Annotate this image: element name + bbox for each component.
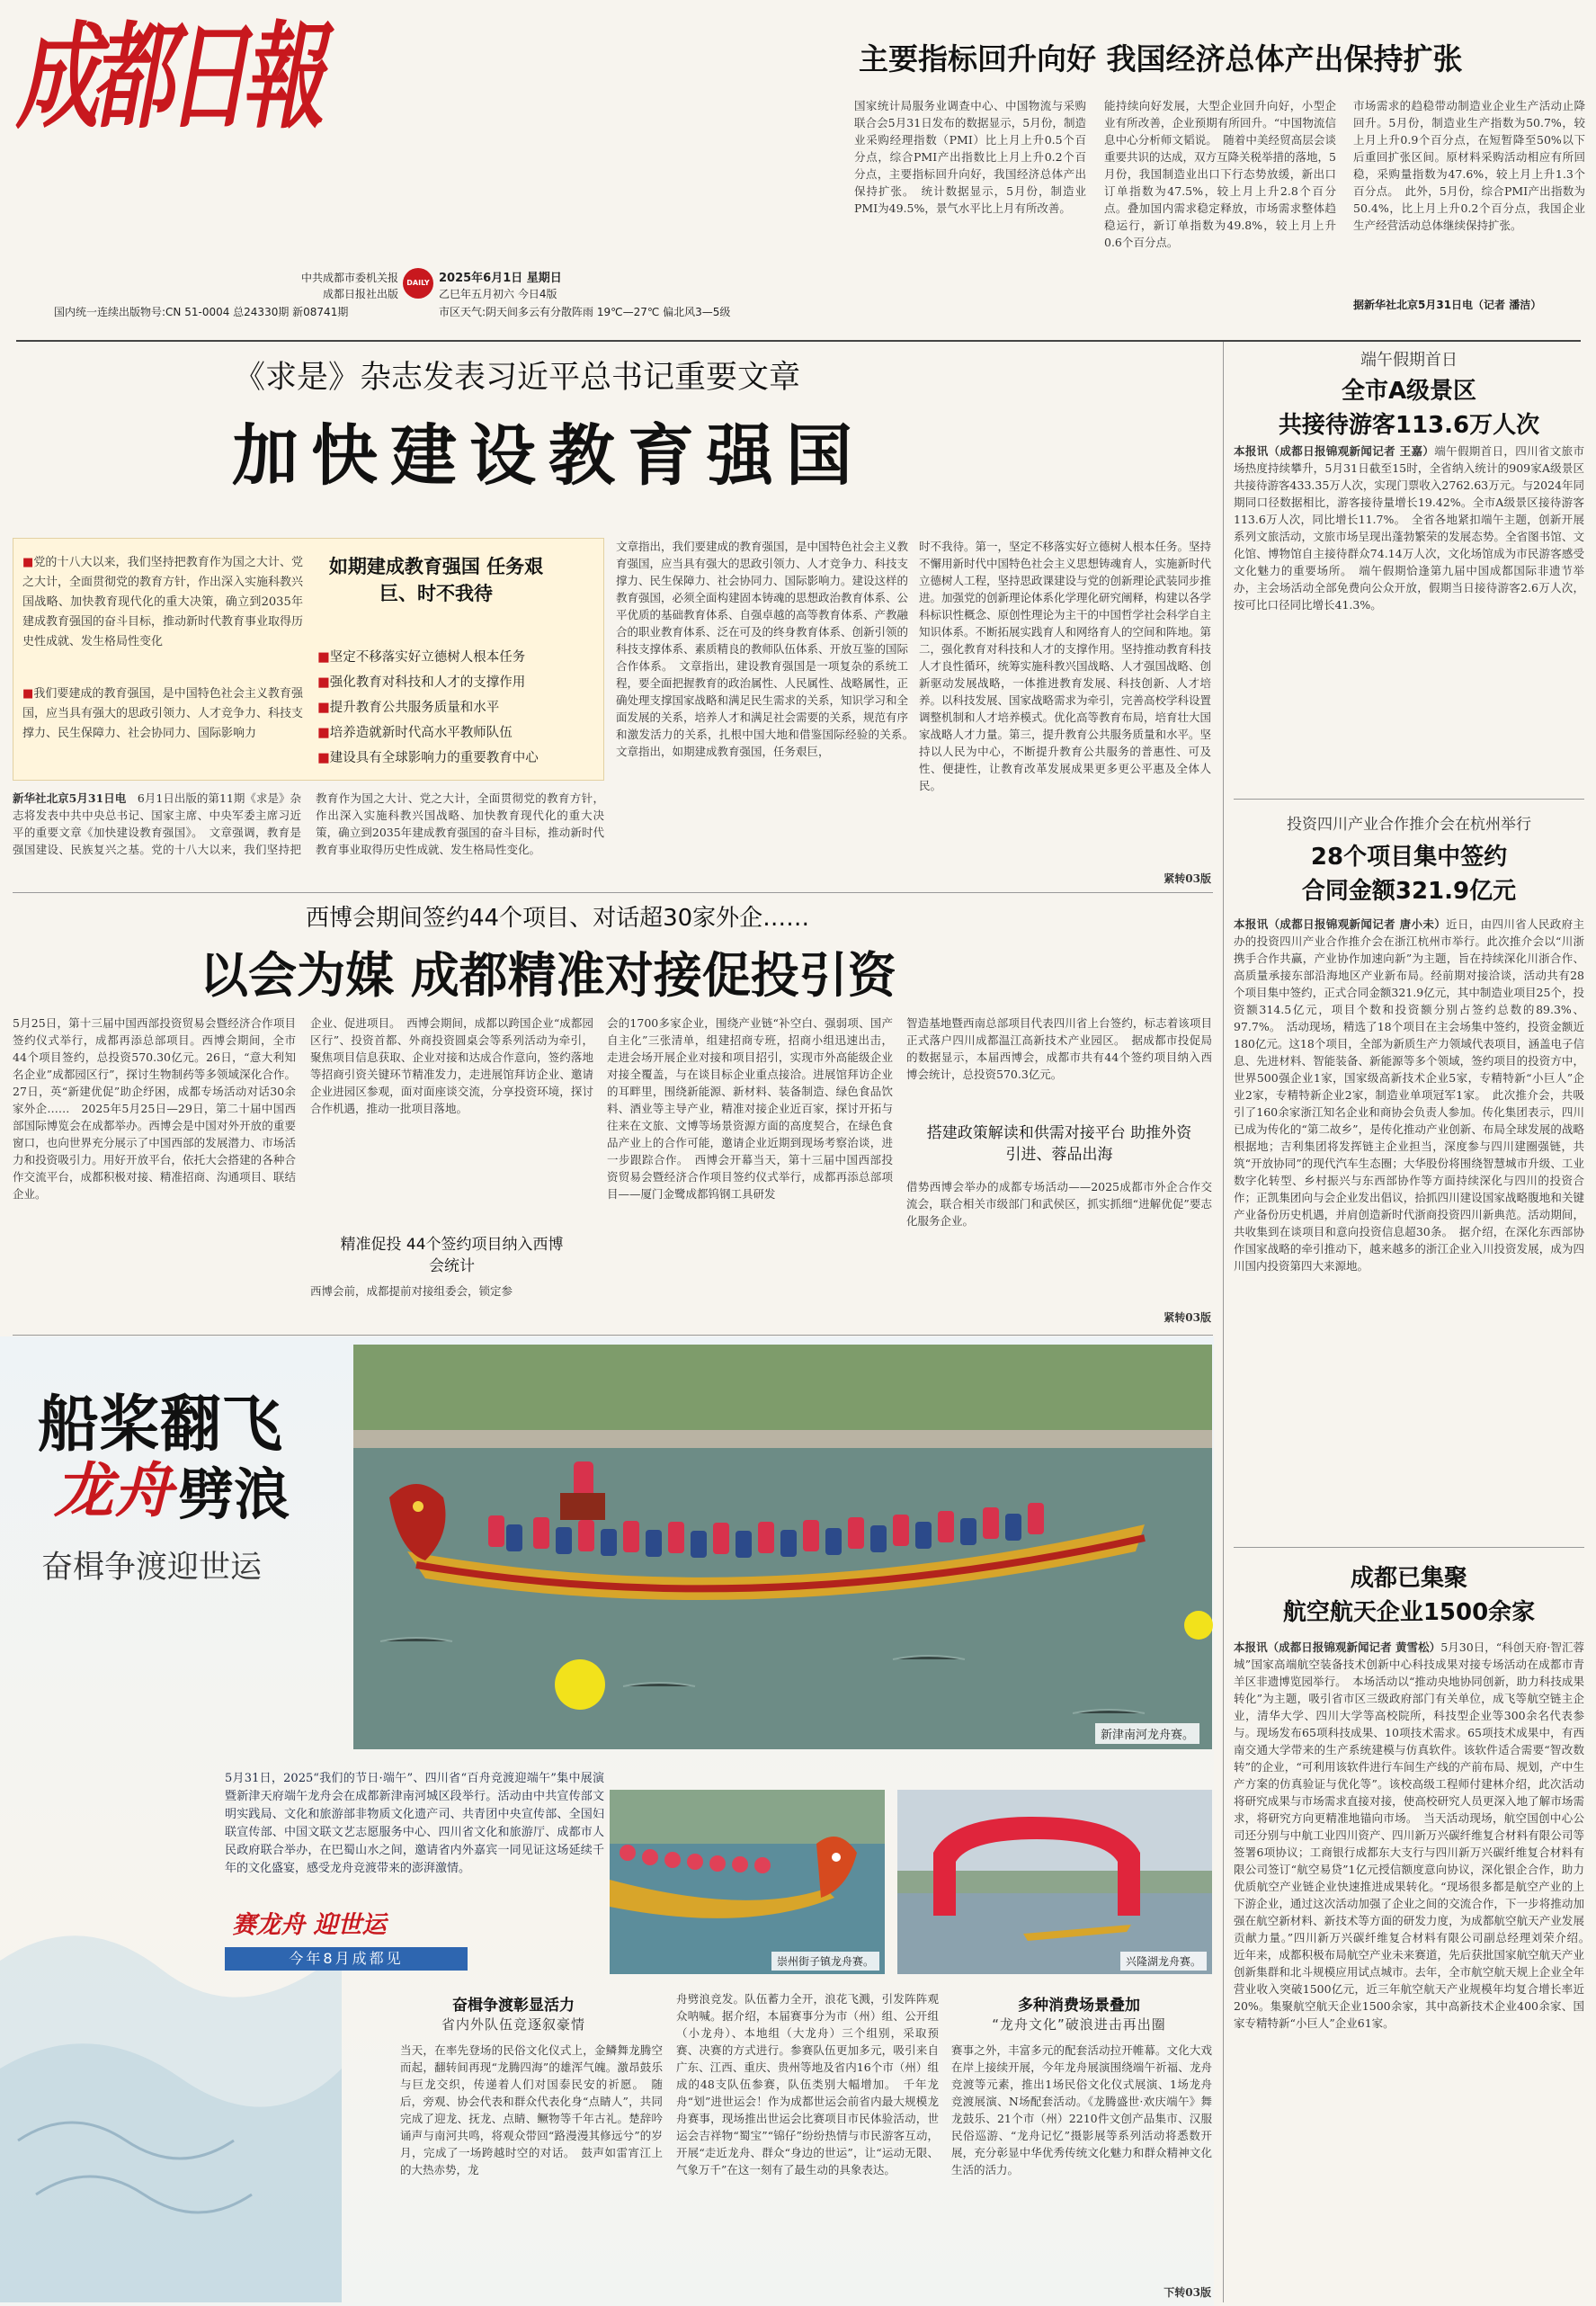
dragon-slogan-sub: 今年8月成都见	[225, 1947, 468, 1971]
invest-col2: 企业、促进项目。 西博会期间，成都以跨国企业“成都园区行”、投资首都、外商投资圆桌会等系列活动为牵引，聚焦项目信息获取、企业对接和达成合作意向，签约落地等招商引资关键环节精准发力，走进展馆拜访企业、邀请企业进园区参观，面对面座谈交流，分享投资环境，探讨合作机遇，推动一批项目落地。	[310, 1016, 593, 1115]
photo-main-caption: 新津南河龙舟赛。	[1095, 1723, 1199, 1744]
story1-sub: 省内外队伍竞逐叙豪情	[441, 2016, 585, 2033]
invest-sc-body-text: 近日，由四川省人民政府主办的投资四川产业合作推介会在浙江杭州市举行。此次推介会以“川浙携手合作共赢，产业协作加速向新”为主题，旨在持续深化川浙合作、高质量承接东部沿海地区产业新布局。经前期对接洽谈，活动共有28个项目集中签约，正式合同金额321.9亿元，其中制造业项目25个，投资额314.5亿元，项目个数和投资额分别占签约总数的89.3%、97.7%。 活动现场，精选了18个项目在主会场集中签约，投资金额近180亿元。这18个项目，全部为新质生产力领域代表项目，涵盖电子信息、先进材料、智能装备、新能源等多个领域，签约项目的投资方中，世界500强企业1家，国家级高新技术企业5家，专精特新“小巨人”企业2家，专精特新企业2家，制造业单项冠军1家。 此次推介会，共吸引了160余家浙江知名企业和商协会负责人参加。传化集团表示，四川已成为传化的“第二故乡”，是传化推动产业创新、布局全球发展的战略根据地；吉利集团将发挥链主企业担当，深度参与四川建圈强链，共筑“开放协同”的现代汽车生态圈；大华股份将围绕智慧城市升级、工业数字化转型、乡村振兴与东西部协作等方面持续深化与四川的投资合作；正凯集团向与会企业发出倡议，拾抓四川建设国家战略腹地和关键产业备份历史机遇，并肩创造新时代浙商投资四川新典范。活动期间，共收集到在谈项目和意向投资信息超30条。 据介绍，在深化东西部协作国家战略的牵引推动下，越来越多的浙江企业入川投资发展，成为四川国内投资第四大来源地。	[1234, 917, 1584, 1273]
invest-rule	[13, 1335, 1213, 1336]
box-item-text: 提升教育公共服务质量和水平	[329, 701, 500, 715]
invest-kicker: 西博会期间签约44个项目、对话超30家外企……	[306, 905, 810, 932]
invest-sub2: 搭建政策解读和供需对接平台 助推外资引进、蓉品出海	[926, 1124, 1192, 1164]
issue-date: 2025年6月1日 星期日	[439, 272, 562, 285]
masthead-logo	[16, 5, 317, 167]
tourism-headline-1: 全市A级景区	[1341, 378, 1477, 405]
story3-title: 多种消费场景叠加	[1018, 1997, 1140, 2015]
box-item-text: 培养造就新时代高水平教师队伍	[329, 726, 513, 740]
dragon-slogan: 赛龙舟 迎世运	[232, 1905, 386, 1940]
lead-continued: 紧转03版	[1164, 872, 1211, 885]
publisher-line1: 中共成都市委机关报	[300, 272, 398, 284]
masthead-rule	[16, 340, 1581, 342]
top-story-credit: 据新华社北京5月31日电（记者 潘洁）	[1353, 299, 1542, 311]
dragon-boat-illustration	[353, 1345, 1212, 1749]
invest-headline: 以会为媒 成都精准对接促投引资	[200, 947, 896, 1004]
top-story-col3: 市场需求的趋稳带动制造业企业生产活动止降回升。5月份，制造业生产指数为50.7%，较上月上升0.9个百分点，在短暂降至50%以下后重回扩张区间。原材料采购活动相应有所回稳，采购量指数为47.6%，较上月上升1.3个百分点。 此外，5月份，综合PMI产出指数为50.4%，比上月上升0.2个百分点，我国企业生产经营活动总体继续保持扩张。	[1353, 99, 1585, 232]
story1-title: 奋楫争渡彰显活力	[452, 1997, 575, 2015]
tourism-headline-2: 共接待游客113.6万人次	[1278, 412, 1540, 439]
invest-col4: 智造基地暨西南总部项目代表四川省上台签约，标志着该项目正式落户四川成都温江高新技术产业园区。 据成都市投促局的数据显示，本届西博会，成都市共有44个签约项目纳入西博会统计，总投资570.3亿元。	[906, 1016, 1212, 1081]
box-list	[317, 645, 596, 771]
tourism-body-text: 端午假期首日，四川省文旅市场热度持续攀升，5月31日截至15时，全省纳入统计的909家A级景区共接待游客433.35万人次，实现门票收入2762.63万元。与2024年同期同口径数据相比，游客接待量增长19.42%。全市A级景区接待游客113.6万人次，同比增长11.7%。 全省各地紧扣端午主题，创新开展系列文旅活动，文旅市场呈现出蓬勃繁荣的发展态势。全省图书馆、文化馆、博物馆自主接待群众74.14万人次，文化场馆成为市民游客感受文化魅力的重要场所。 端午假期恰逢第九届中国成都国际非遗节举办，主会场活动全部免费向公众开放，假期当日接待游客2.6万人次，按可比口径同比增长41.3%。	[1234, 444, 1584, 612]
tourism-body	[1234, 442, 1584, 793]
top-story-col2: 能持续向好发展，大型企业回升向好，小型企业有所改善，企业预期有所回升。“中国物流信息中心分析师文韬说。 随着中美经贸高层会谈重要共识的达成，双方互降关税举措的落地，5月份，我国制造业出口下行态势放缓，新出口订单指数为47.5%，较上月上升2.8个百分点。叠加国内需求稳定释放，市场需求整体趋稳运行，新订单指数为49.8%，较上月上升0.6个百分点。	[1104, 99, 1336, 249]
lead-kicker: 《求是》杂志发表习近平总书记重要文章	[234, 360, 801, 396]
story3-sub: “龙舟文化”破浪进击再出圈	[992, 2016, 1166, 2033]
lead-summary-box	[13, 538, 604, 781]
dragon-title-a: 船桨翻飞	[38, 1389, 283, 1461]
invest-continued: 紧转03版	[1164, 1311, 1211, 1324]
tourism-kicker: 端午假期首日	[1360, 351, 1458, 370]
box-item: ■强化教育对科技和人才的支撑作用	[317, 675, 526, 690]
invest-sc-headline-2: 合同金额321.9亿元	[1301, 878, 1517, 905]
lead-body-2: 文章指出，我们要建成的教育强国，是中国特色社会主义教育强国，应当具有强大的思政引领力、人才竞争力、科技支撑力、民生保障力、社会协同力、国际影响力。建设这样的教育强国，必须全面构建固本铸魂的思想政治教育体系、公平优质的基础教育体系、自强卓越的高等教育体系、产教融合的职业教育体系、泛在可及的终身教育体系、创新引领的科技支撑体系、素质精良的教师队伍体系、开放互鉴的国际合作体系。 文章指出，建设教育强国是一项复杂的系统工程，要全面把握教育的政治属性、人民属性、战略属性，正确处理支撑国家战略和满足民生需求的关系，知识学习和全面发展的关系，培养人才和满足社会需要的关系，规范有序和激发活力的关系，扎根中国大地和借鉴国际经验的关系。 文章指出，如期建成教育强国，任务艰巨，	[616, 540, 920, 758]
box-item: ■坚定不移落实好立德树人根本任务	[317, 650, 526, 665]
publisher-line2: 成都日报社出版	[322, 288, 398, 300]
invest-sc-body	[1234, 916, 1584, 1545]
invest-sub1: 精准促投 44个签约项目纳入西博会统计	[340, 1236, 564, 1275]
story2-body: 舟劈浪竞发。队伍蓄力全开，浪花飞溅，引发阵阵观众呐喊。据介绍，本届赛事分为市（州）组、公开组（小龙舟）、本地组（大龙舟）三个组别，采取预赛、决赛的方式进行。参赛队伍更加多元，吸引来自广东、江西、重庆、贵州等地及省内16个市（州）组成的48支队伍参赛，队伍类别大幅增加。 千年龙舟“划”进世运会！作为成都世运会前省内最大规模龙舟赛事，现场推出世运会比赛项目市民体验活动，世运会吉祥物“蜀宝”“锦仔”纷纷热情与市民游客互动，开展“走近龙舟、群众“身边的世运”，让“运动无限、气象万千”在这一刻有了最生动的具象表达。	[676, 1992, 939, 2176]
box-item-text: 强化教育对科技和人才的支撑作用	[329, 675, 526, 690]
aero-headline-2: 航空航天企业1500余家	[1282, 1599, 1536, 1626]
lead-rule	[13, 892, 1213, 893]
invest-sc-kicker: 投资四川产业合作推介会在杭州举行	[1287, 816, 1531, 834]
lead-dateline: 新华社北京5月31日电	[13, 791, 127, 805]
dragon-subtitle: 奋楫争渡迎世运	[41, 1550, 263, 1586]
invest-col2b: 西博会前，成都提前对接组委会，锁定参	[310, 1284, 513, 1298]
masthead-title: 成都日報	[16, 10, 317, 145]
arch-illustration	[897, 1790, 1212, 1974]
lead-body-1-text: 6月1日出版的第11期《求是》杂志将发表中共中央总书记、国家主席、中央军委主席习近平的重要文章《加快建设教育强国》。 文章强调，教育是强国建设、民族复兴之基。党的十八大以来，我们坚持把教育作为国之大计、党之大计，全面贯彻党的教育方针，作出深入实施科教兴国战略、加快教育现代化的重大决策，确立到2035年建成教育强国的奋斗目标，推动新时代教育事业取得历史性成就、发生格局性变化。	[13, 791, 604, 856]
aero-headline-1: 成都已集聚	[1350, 1565, 1467, 1592]
dragon-caption: 5月31日，2025“我们的节日·端午”、四川省“百舟竞渡迎端午”集中展演暨新津天府端午龙舟会在成都新津南河城区段举行。活动由中共宣传部文明实践局、文化和旅游部非物质文化遗产司、共青团中央宣传部、全国妇联宣传部、中国文联文艺志愿服务中心、四川省文化和旅游厅、成都市人民政府联合举办，在巴蜀山水之间，邀请省内外嘉宾一同见证这场延续千年的文化盛宴，感受龙舟竞渡带来的澎湃激情。	[225, 1772, 604, 1875]
box-item: ■建设具有全球影响力的重要教育中心	[317, 751, 539, 765]
box-intro-2-text: 我们要建成的教育强国，是中国特色社会主义教育强国，应当具有强大的思政引领力、人才竞争力、科技支撑力、民生保障力、社会协同力、国际影响力	[22, 687, 304, 740]
invest-col1: 5月25日，第十三届中国西部投资贸易会暨经济合作项目签约仪式举行，成都再添总部项目。西博会期间，全市44个项目签约，总投资570.30亿元。26日，“意大利知名企业”成都园区行”，探讨生物制药等多领域深化合作。27日，英“新建优促”助企纾困，成都专场活动对话30余家外企…… 2025年5月25日—29日，第二十届中国西部国际博览会在成都举办。西博会是中国对外开放的重要窗口，也向世界充分展示了中国西部的发展潜力、市场活力和投资吸引力。用好开放平台，依托大会搭建的各种合作交流平台，成都积极对接、精准招商、沟通项目、联结企业。	[13, 1016, 296, 1201]
box-intro-1: ■党的十八大以来，我们坚持把教育作为国之大计、党之大计，全面贯彻党的教育方针，作出深入实施科教兴国战略、加快教育现代化的重大决策，确立到2035年建成教育强国的奋斗目标，推动新时代教育事业取得历史性成就、发生格局性变化	[22, 556, 304, 648]
aero-body-text: 5月30日，“科创天府·智汇蓉城”国家高端航空装备技术创新中心科技成果对接专场活动在成都市青羊区非遗博览园举行。 本场活动以“推动央地协同创新，助力科技成果转化”为主题，吸引省市区三级政府部门有关单位，成飞等航空链主企业，清华大学、四川大学等高校院所，科技型企业等300余名代表参与。现场发布65项科技成果、10项技术需求。65项技术成果中，有西南交通大学带来的生产系统建模与仿真软件。该软件适合需要“智改数转”的企业，“可利用该软件进行车间生产线的产前布局、规划，产中生产方案的仿真验证与优化等”。该校高级工程师付建林介绍，此次活动将研究成果与市场需求直接对接，使高校研究人员更深入地了解市场需求，将研究方向更精准地锚向市场。 当天活动现场，航空国创中心公司还分别与中航工业四川资产、四川新万兴碳纤维复合材料有限公司等签署6项协议；工商银行成都东大支行与四川新万兴碳纤维复合材料有限公司签订“航空易贷”1亿元授信额度意向协议，深化银企合作，助力优质航空产业链企业快速推进成果转化。“现场很多都是航空产业的上下游企业，通过这次活动加强了企业之间的交流合作，下一步将推动加强在航空新材料、新技术等方面的研发力度，为成都航空航天产业发展贡献力量。”四川新万兴碳纤维复合材料有限公司副总经理刘荣介绍。 近年来，成都积极布局航空产业未来赛道，先后获批国家航空航天产业创新集群和北斗规模应用试点城市。去年，全市航空航天规上企业全年营业收入突破1500亿元，近三年航空航天产业规模年均复合增长率近20%。集聚航空航天企业1500余家，其中高新技术企业400余家、国家专精特新“小巨人”企业61家。	[1234, 1640, 1596, 2030]
lead-headline: 加快建设教育强国	[232, 417, 865, 495]
invest-sc-headline-1: 28个项目集中签约	[1310, 844, 1508, 871]
box-title: 如期建成教育强国 任务艰巨、时不我待	[328, 556, 544, 604]
story1-body: 当天，在率先登场的民俗文化仪式上，金鳞舞龙腾空而起，翻转间再现“龙腾四海”的雄浑气魄。激昂鼓乐与巨龙交织，传递着人们对国泰民安的祈愿。 随后，旁观、协会代表和群众代表化身“点睛人”，共同完成了迎龙、抚龙、点睛、鳜物等千年古礼。楚辞吟诵声与南河共鸣，将观众带回“路漫漫其修远兮”的岁月，完成了一场跨越时空的对话。 鼓声如雷宵江上的大热赤势，龙	[400, 2043, 663, 2176]
right-column-divider	[1223, 342, 1224, 2302]
dragon-title-b: 龙舟	[54, 1455, 173, 1525]
lunar-date: 乙巳年五月初六 今日4版	[439, 288, 557, 300]
box-item-text: 坚定不移落实好立德树人根本任务	[329, 650, 526, 665]
box-intro-2: ■我们要建成的教育强国，是中国特色社会主义教育强国，应当具有强大的思政引领力、人才竞争力、科技支撑力、民生保障力、社会协同力、国际影响力	[22, 687, 304, 740]
crowd-boat-illustration	[610, 1790, 885, 1974]
dragon-continued: 下转03版	[1164, 2286, 1211, 2299]
lead-body-1	[13, 790, 604, 880]
box-item: ■培养造就新时代高水平教师队伍	[317, 726, 513, 740]
box-item-text: 建设具有全球影响力的重要教育中心	[329, 751, 539, 765]
invest-sc-byline: 本报讯（成都日报锦观新闻记者 唐小未）	[1234, 917, 1447, 931]
story3-body: 赛事之外，丰富多元的配套活动拉开帷幕。文化大戏在岸上接续开展，今年龙舟展演围绕端午祈福、龙舟竞渡等元素，推出1场民俗文化仪式展演、1场龙舟竞渡展演、N场配套活动。《龙腾盛世·欢庆端午》舞龙鼓乐、21个市（州）2210件文创产品集市、汉服民俗巡游、“龙舟记忆”摄影展等系列活动将悉数开展，充分彰显中华优秀传统文化魅力和群众精神文化生活的活力。	[951, 2043, 1212, 2176]
right-rule-1	[1234, 799, 1584, 800]
invest-col3: 会的1700多家企业，围绕产业链“补空白、强弱项、国产自主化”三张清单，组建招商专班，招商小组迅速出击，走进会场开展企业对接和项目招引，实现市外高能级企业对接全覆盖，与在谈目标企业重点接洽。进展馆拜访企业的耳畔里，围绕新能源、新材料、装备制造、绿色食品饮料、酒业等主导产业，精准对接企业近百家，探讨开拓与往来在文旅、文博等场景资源方面的高度契合，在绿色食品产业上的合作可能，邀请企业近期到现场考察治谈，进一步跟踪合作。 西博会开幕当天，第十三届中国西部投资贸易会暨经济合作项目签约仪式举行，成都再添总部项目——厦门金鹭成都钨钢工具研发	[607, 1016, 893, 1201]
photo-3-caption: 兴隆湖龙舟赛。	[1120, 1952, 1207, 1971]
photo-2	[610, 1790, 885, 1974]
top-story-col1: 国家统计局服务业调查中心、中国物流与采购联合会5月31日发布的数据显示，5月份，制造业采购经理指数（PMI）比上月上升0.5个百分点，综合PMI产出指数比上月上升0.2个百分点，主要指标回升向好，我国经济总体产出保持扩张。 统计数据显示，5月份，制造业PMI为49.5%，景气水平比上月有所改善。	[854, 99, 1086, 215]
tourism-byline: 本报讯（成都日报锦观新闻记者 王嘉）	[1234, 444, 1435, 458]
aero-body	[1234, 1639, 1596, 2302]
box-item: ■提升教育公共服务质量和水平	[317, 701, 500, 715]
aero-byline: 本报讯（成都日报锦观新闻记者 黄雪松）	[1234, 1640, 1441, 1654]
photo-main	[353, 1345, 1212, 1749]
dragon-title-c: 劈浪	[178, 1461, 290, 1527]
invest-col4b: 借势西博会举办的成都专场活动——2025成都市外企合作交流会，联合相关市级部门和武侯区，抓实抓细“进解优促”要志化服务企业。	[906, 1180, 1212, 1228]
lead-body-3: 时不我待。第一，坚定不移落实好立德树人根本任务。坚持不懈用新时代中国特色社会主义思想铸魂育人，实施新时代立德树人工程，坚持思政课建设与党的创新理论武装同步推进。加强党的创新理论体系化学理化研究阐释，构建以各学科标识性概念、原创性理论为主干的中国哲学社会科学自主知识体系。不断拓展实践育人和网络育人的空间和阵地。第二，强化教育对科技和人才的支撑作用。坚持推动教育科技人才良性循环，统筹实施科教兴国战略、人才强国战略、创新驱动发展战略，一体推进教育发展、科技创新、人才培养。以科技发展、国家战略需求为牵引，完善高校学科设置调整机制和人才培养模式。优化高等教育布局，培育壮大国家战略人才力量。第三，提升教育公共服务质量和水平。坚持以人民为中心，不断提升教育公共服务的普惠性、可及性、便捷性，让教育改革发展成果更多更公平惠及全体人民。	[919, 540, 1212, 792]
issn: 国内统一连续出版物号:CN 51-0004 总24330期 新08741期	[54, 306, 349, 318]
photo-2-caption: 崇州街子镇龙舟赛。	[771, 1952, 879, 1971]
photo-3	[897, 1790, 1212, 1974]
box-intro-1-text: 党的十八大以来，我们坚持把教育作为国之大计、党之大计，全面贯彻党的教育方针，作出深入实施科教兴国战略、加快教育现代化的重大决策，确立到2035年建成教育强国的奋斗目标，推动新时代教育事业取得历史性成就、发生格局性变化	[22, 556, 304, 648]
top-headline: 主要指标回升向好 我国经济总体产出保持扩张	[859, 41, 1463, 76]
right-rule-2	[1234, 1547, 1584, 1548]
weather: 市区天气:阴天间多云有分散阵雨 19℃—27℃ 偏北风3—5级	[439, 306, 731, 318]
logo-emblem: DAILY	[403, 268, 433, 299]
